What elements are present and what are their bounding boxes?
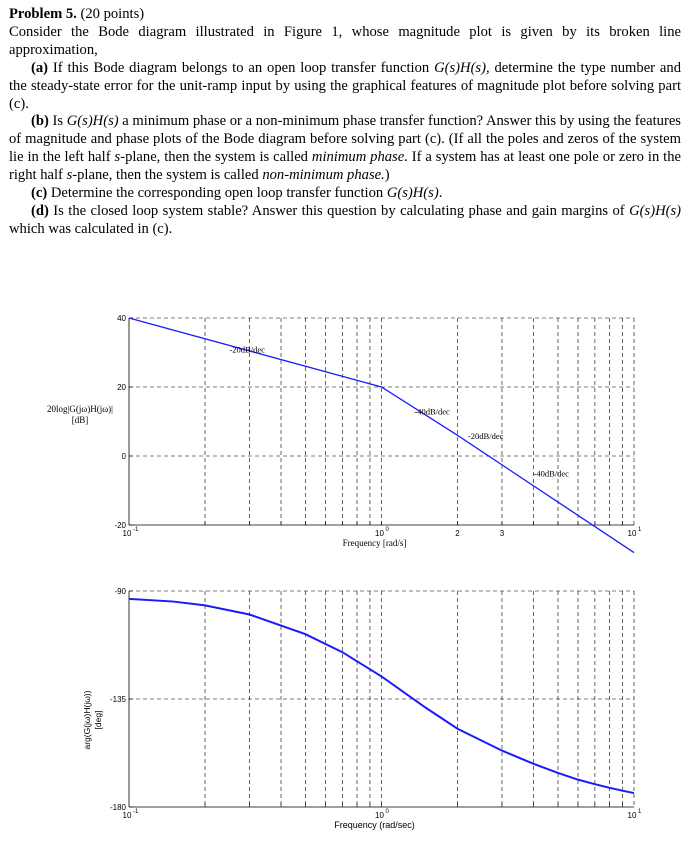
slope-annotation: -40dB/dec: [414, 406, 450, 417]
slope-annotation: -20dB/dec: [229, 344, 265, 355]
part-a-text-1: If this Bode diagram belongs to an open loop transfer function: [52, 59, 430, 76]
x-tick-label: [375, 527, 389, 538]
y-tick-label: -180: [109, 803, 126, 812]
part-a-text-2: , determine the type number and the steady-state error for the unit-ramp input by using the graphical features of magnitude plot before solving part (c).: [9, 59, 681, 112]
part-b-text-4: If a system has at least one pole or zero in the right half: [9, 149, 681, 184]
slope-annotation: -40dB/dec: [533, 468, 569, 479]
x-axis-label: Frequency (rad/sec): [334, 820, 415, 830]
y-tick-label: 40: [117, 314, 126, 323]
x-tick-label: [123, 527, 139, 538]
problem-points: (20 points): [80, 6, 145, 22]
x-axis-label: Frequency [rad/s]: [342, 538, 407, 548]
x-tick-base: 10: [122, 811, 132, 820]
part-d-text-2: which was calculated in (c).: [9, 220, 173, 237]
x-tick-label: [375, 809, 389, 820]
y-tick-label: 0: [121, 452, 126, 461]
part-b-text-1: Is: [52, 113, 64, 130]
y-axis-label-line1: 20log|G(jω)H(jω)|: [47, 404, 113, 414]
y-tick-label: -90: [114, 587, 126, 596]
minimum-phase-term: minimum phase.: [311, 149, 408, 166]
x-tick-label: [455, 529, 460, 538]
x-tick-label: [123, 809, 139, 820]
x-tick-base: 3: [499, 529, 505, 538]
part-c-text: Determine the corresponding open loop transfer function: [50, 185, 384, 202]
part-c-end: .: [438, 185, 443, 202]
non-minimum-phase-term: non-minimum phase.: [262, 167, 385, 184]
part-c-label: (c): [31, 185, 48, 202]
gridlines: [129, 591, 634, 807]
tf-symbol: G(s)H(s): [434, 59, 486, 76]
x-tick-base: 10: [122, 529, 132, 538]
y-axis-label-line1: arg(G(jω)H(jω)): [82, 690, 92, 750]
y-tick-label: -20: [114, 521, 126, 530]
x-tick-exponent: 0: [385, 527, 389, 533]
x-tick-base: 10: [375, 811, 384, 820]
magnitude-plot: [47, 314, 642, 553]
tf-symbol: G(s)H(s): [386, 185, 439, 202]
intro-text: Consider the Bode diagram illustrated in Figure 1, whose magnitude plot is given by its broken line approximation,: [9, 23, 681, 58]
part-b-text-3: -plane, then the system is called: [120, 149, 308, 166]
x-tick-base: 10: [375, 529, 384, 538]
y-axis-label: [82, 690, 103, 749]
y-tick-label: 20: [117, 383, 126, 392]
y-axis-label-line2: [deg]: [93, 710, 103, 730]
part-b-label: (b): [31, 113, 49, 130]
x-tick-label: [628, 527, 642, 538]
slope-annotation: -20dB/dec: [467, 430, 504, 441]
x-tick-exponent: 1: [638, 809, 642, 815]
s-symbol: s: [66, 167, 73, 184]
s-symbol: s: [114, 149, 121, 166]
phase-plot: [82, 587, 642, 830]
tf-symbol: G(s)H(s): [66, 113, 119, 130]
y-tick-label: -135: [109, 695, 126, 704]
tf-symbol: G(s)H(s): [629, 202, 682, 219]
x-tick-base: 10: [627, 529, 637, 538]
x-tick-exponent: 0: [385, 809, 389, 815]
part-b-close: ): [384, 167, 390, 184]
gridlines: [129, 318, 634, 525]
y-axis-label-line2: [dB]: [71, 415, 89, 425]
x-tick-exponent: -1: [133, 809, 139, 815]
x-tick-label: [628, 809, 642, 820]
problem-heading: Problem 5.: [9, 6, 77, 22]
x-tick-base: 2: [455, 529, 460, 538]
part-d-text-1: Is the closed loop system stable? Answer this question by calculating phase and gain margins of: [53, 202, 625, 219]
part-b-text-5: -plane, then the system is called: [72, 167, 259, 184]
x-tick-exponent: 1: [638, 527, 642, 533]
x-tick-exponent: -1: [133, 527, 139, 533]
x-tick-base: 10: [627, 811, 637, 820]
part-a-label: (a): [31, 59, 49, 76]
x-tick-label: [500, 529, 505, 538]
part-b-text-2: a minimum phase or a non-minimum phase transfer function? Answer this by using the features of magnitude and phase plots of the Bode diagram before solving part (c). (If all the poles and zeros of the system lie in the left half: [9, 113, 681, 166]
part-d-label: (d): [31, 202, 49, 219]
